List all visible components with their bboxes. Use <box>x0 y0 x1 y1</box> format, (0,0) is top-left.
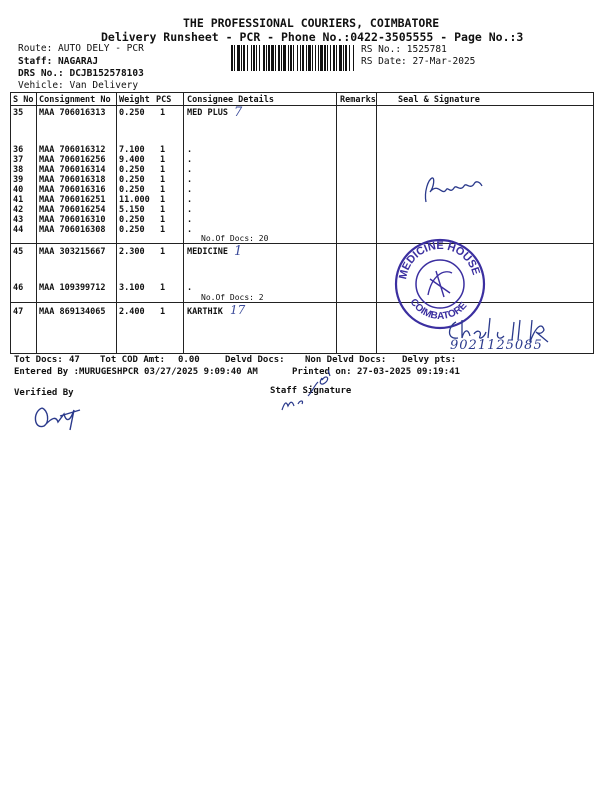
row-consignee: . <box>187 283 193 293</box>
row-consignee: . <box>187 185 193 195</box>
row-pcs: 1 <box>160 205 166 215</box>
col-remarks: Remarks <box>340 95 376 105</box>
row-weight: 0.250 <box>119 225 145 235</box>
row-consignee: MEDICINE <box>187 247 228 257</box>
barcode-bar <box>300 45 301 71</box>
row-sno: 40 <box>13 185 24 195</box>
barcode-bar <box>353 45 354 71</box>
row-pcs: 1 <box>160 155 166 165</box>
row-weight: 2.300 <box>119 247 145 257</box>
barcode-bar <box>288 45 289 71</box>
group1-docs-count: No.Of Docs: 20 <box>201 234 269 243</box>
row-consignee: . <box>187 205 193 215</box>
barcode-bar <box>243 45 245 71</box>
printed-on: Printed on: 27-03-2025 09:19:41 <box>292 367 460 377</box>
row-pcs: 1 <box>160 225 166 235</box>
col-consignee: Consignee Details <box>187 95 274 105</box>
row-consignment-no: MAA 706016312 <box>39 145 106 155</box>
row-pcs: 1 <box>160 283 166 293</box>
rs-number: RS No.: 1525781 <box>361 44 447 55</box>
row-weight: 11.000 <box>119 195 150 205</box>
row-weight: 0.250 <box>119 175 145 185</box>
barcode-bar <box>251 45 252 71</box>
barcode-bar <box>336 45 337 71</box>
row-weight: 5.150 <box>119 205 145 215</box>
row-sno: 37 <box>13 155 24 165</box>
barcode-bar <box>271 45 274 71</box>
barcode-bar <box>283 45 286 71</box>
row-weight: 0.250 <box>119 215 145 225</box>
barcode-bar <box>327 45 328 71</box>
row-weight: 7.100 <box>119 145 145 155</box>
barcode-bar <box>315 45 316 71</box>
tot-docs-label: Tot Docs: <box>14 355 63 365</box>
col-consignment: Consignment No <box>39 95 111 105</box>
barcode-bar <box>320 45 323 71</box>
handwritten-mark-medplus: 7 <box>234 105 243 120</box>
vehicle-label: Vehicle: Van Delivery <box>18 80 139 91</box>
barcode-bar <box>297 45 298 71</box>
barcode-bar <box>266 45 267 71</box>
row-consignee: . <box>187 225 193 235</box>
row-pcs: 1 <box>160 215 166 225</box>
row-sno: 39 <box>13 175 24 185</box>
verified-by-label: Verified By <box>14 388 74 398</box>
stamp-top-text: MEDICINE HOUSE <box>397 240 482 281</box>
row-consignee: . <box>187 215 193 225</box>
barcode-bar <box>281 45 282 71</box>
barcode-bar <box>343 45 344 71</box>
row-pcs: 1 <box>160 185 166 195</box>
row-weight: 0.250 <box>119 165 145 175</box>
row-pcs: 1 <box>160 165 166 175</box>
barcode-bar <box>318 45 319 71</box>
row-weight: 2.400 <box>119 307 145 317</box>
barcode-bar <box>237 45 240 71</box>
barcode-bar <box>333 45 335 71</box>
barcode-bar <box>268 45 270 71</box>
row-consignee: MED PLUS <box>187 108 228 118</box>
row-weight: 0.250 <box>119 108 145 118</box>
row-consignment-no: MAA 869134065 <box>39 307 106 317</box>
handwritten-mark-medicine: 1 <box>234 244 243 259</box>
barcode-bar <box>247 45 248 71</box>
non-delvd-docs-label: Non Delvd Docs: <box>305 355 387 365</box>
row-consignment-no: MAA 303215667 <box>39 247 106 257</box>
row-consignment-no: MAA 706016314 <box>39 165 106 175</box>
rs-date: RS Date: 27-Mar-2025 <box>361 56 476 67</box>
col-sno: S No <box>13 95 34 105</box>
row-consignee: . <box>187 195 193 205</box>
staff-label: Staff: NAGARAJ <box>18 56 99 67</box>
row-consignment-no: MAA 706016313 <box>39 108 106 118</box>
barcode <box>231 45 355 71</box>
barcode-bar <box>278 45 280 71</box>
row-pcs: 1 <box>160 247 166 257</box>
handwritten-mark-karthik: 17 <box>230 303 246 317</box>
row-pcs: 1 <box>160 307 166 317</box>
barcode-bar <box>312 45 313 71</box>
row-pcs: 1 <box>160 145 166 155</box>
entered-by: Entered By :MURUGESHPCR 03/27/2025 9:09:40 AM <box>14 367 258 377</box>
row-sno: 41 <box>13 195 24 205</box>
row-consignment-no: MAA 109399712 <box>39 283 106 293</box>
barcode-bar <box>256 45 257 71</box>
row-consignee: KARTHIK <box>187 307 223 317</box>
row-sno: 47 <box>13 307 24 317</box>
staff-signature-scribble <box>278 366 338 414</box>
barcode-bar <box>306 45 307 71</box>
barcode-bar <box>241 45 242 71</box>
row-pcs: 1 <box>160 108 166 118</box>
row-sno: 45 <box>13 247 24 257</box>
drs-number: DRS No.: DCJB152578103 <box>18 68 144 79</box>
receiver-signature-1 <box>420 172 486 208</box>
stamp-bottom-text: COIMBATORE <box>407 296 470 323</box>
barcode-bar <box>339 45 342 71</box>
barcode-bar <box>234 45 235 71</box>
col-seal-signature: Seal & Signature <box>398 95 480 105</box>
barcode-bar <box>293 45 294 71</box>
row-consignment-no: MAA 706016308 <box>39 225 106 235</box>
row-weight: 3.100 <box>119 283 145 293</box>
barcode-bar <box>330 45 331 71</box>
group2-docs-count: No.Of Docs: 2 <box>201 293 264 302</box>
row-pcs: 1 <box>160 195 166 205</box>
barcode-bar <box>259 45 260 71</box>
row-sno: 42 <box>13 205 24 215</box>
row-consignee: . <box>187 175 193 185</box>
row-consignment-no: MAA 706016251 <box>39 195 106 205</box>
row-weight: 0.250 <box>119 185 145 195</box>
row-consignee: . <box>187 165 193 175</box>
row-consignment-no: MAA 706016316 <box>39 185 106 195</box>
verifier-signature <box>30 400 86 434</box>
company-title: THE PROFESSIONAL COURIERS, COIMBATORE <box>183 16 440 30</box>
barcode-bar <box>290 45 292 71</box>
barcode-bar <box>275 45 276 71</box>
row-sno: 43 <box>13 215 24 225</box>
row-weight: 9.400 <box>119 155 145 165</box>
row-sno: 35 <box>13 108 24 118</box>
row-sno: 46 <box>13 283 24 293</box>
barcode-bar <box>302 45 304 71</box>
barcode-bar <box>349 45 350 71</box>
delvy-pts-label: Delvy pts: <box>402 355 457 365</box>
row-consignment-no: MAA 706016254 <box>39 205 106 215</box>
tot-cod-value: 0.00 <box>178 355 200 365</box>
row-consignment-no: MAA 706016310 <box>39 215 106 225</box>
barcode-bar <box>231 45 233 71</box>
handwritten-phone: 9021125085 <box>450 338 543 353</box>
row-sno: 36 <box>13 145 24 155</box>
runsheet-title: Delivery Runsheet - PCR - Phone No.:0422-3505555 - Page No.:3 <box>101 30 524 44</box>
row-sno: 38 <box>13 165 24 175</box>
row-pcs: 1 <box>160 175 166 185</box>
staff-signature-label: Staff Signature <box>270 386 352 396</box>
tot-cod-label: Tot COD Amt: <box>100 355 166 365</box>
row-sno: 44 <box>13 225 24 235</box>
route-label: Route: AUTO DELY - PCR <box>18 43 144 54</box>
barcode-bar <box>324 45 326 71</box>
barcode-bar <box>345 45 347 71</box>
col-weight: Weight <box>119 95 150 105</box>
row-consignment-no: MAA 706016318 <box>39 175 106 185</box>
tot-docs-value: 47 <box>69 355 80 365</box>
barcode-bar <box>308 45 311 71</box>
row-consignment-no: MAA 706016256 <box>39 155 106 165</box>
row-consignee: . <box>187 145 193 155</box>
row-consignee: . <box>187 155 193 165</box>
barcode-bar <box>253 45 255 71</box>
barcode-bar <box>263 45 265 71</box>
delvd-docs-label: Delvd Docs: <box>225 355 285 365</box>
col-pcs: PCS <box>156 95 172 105</box>
